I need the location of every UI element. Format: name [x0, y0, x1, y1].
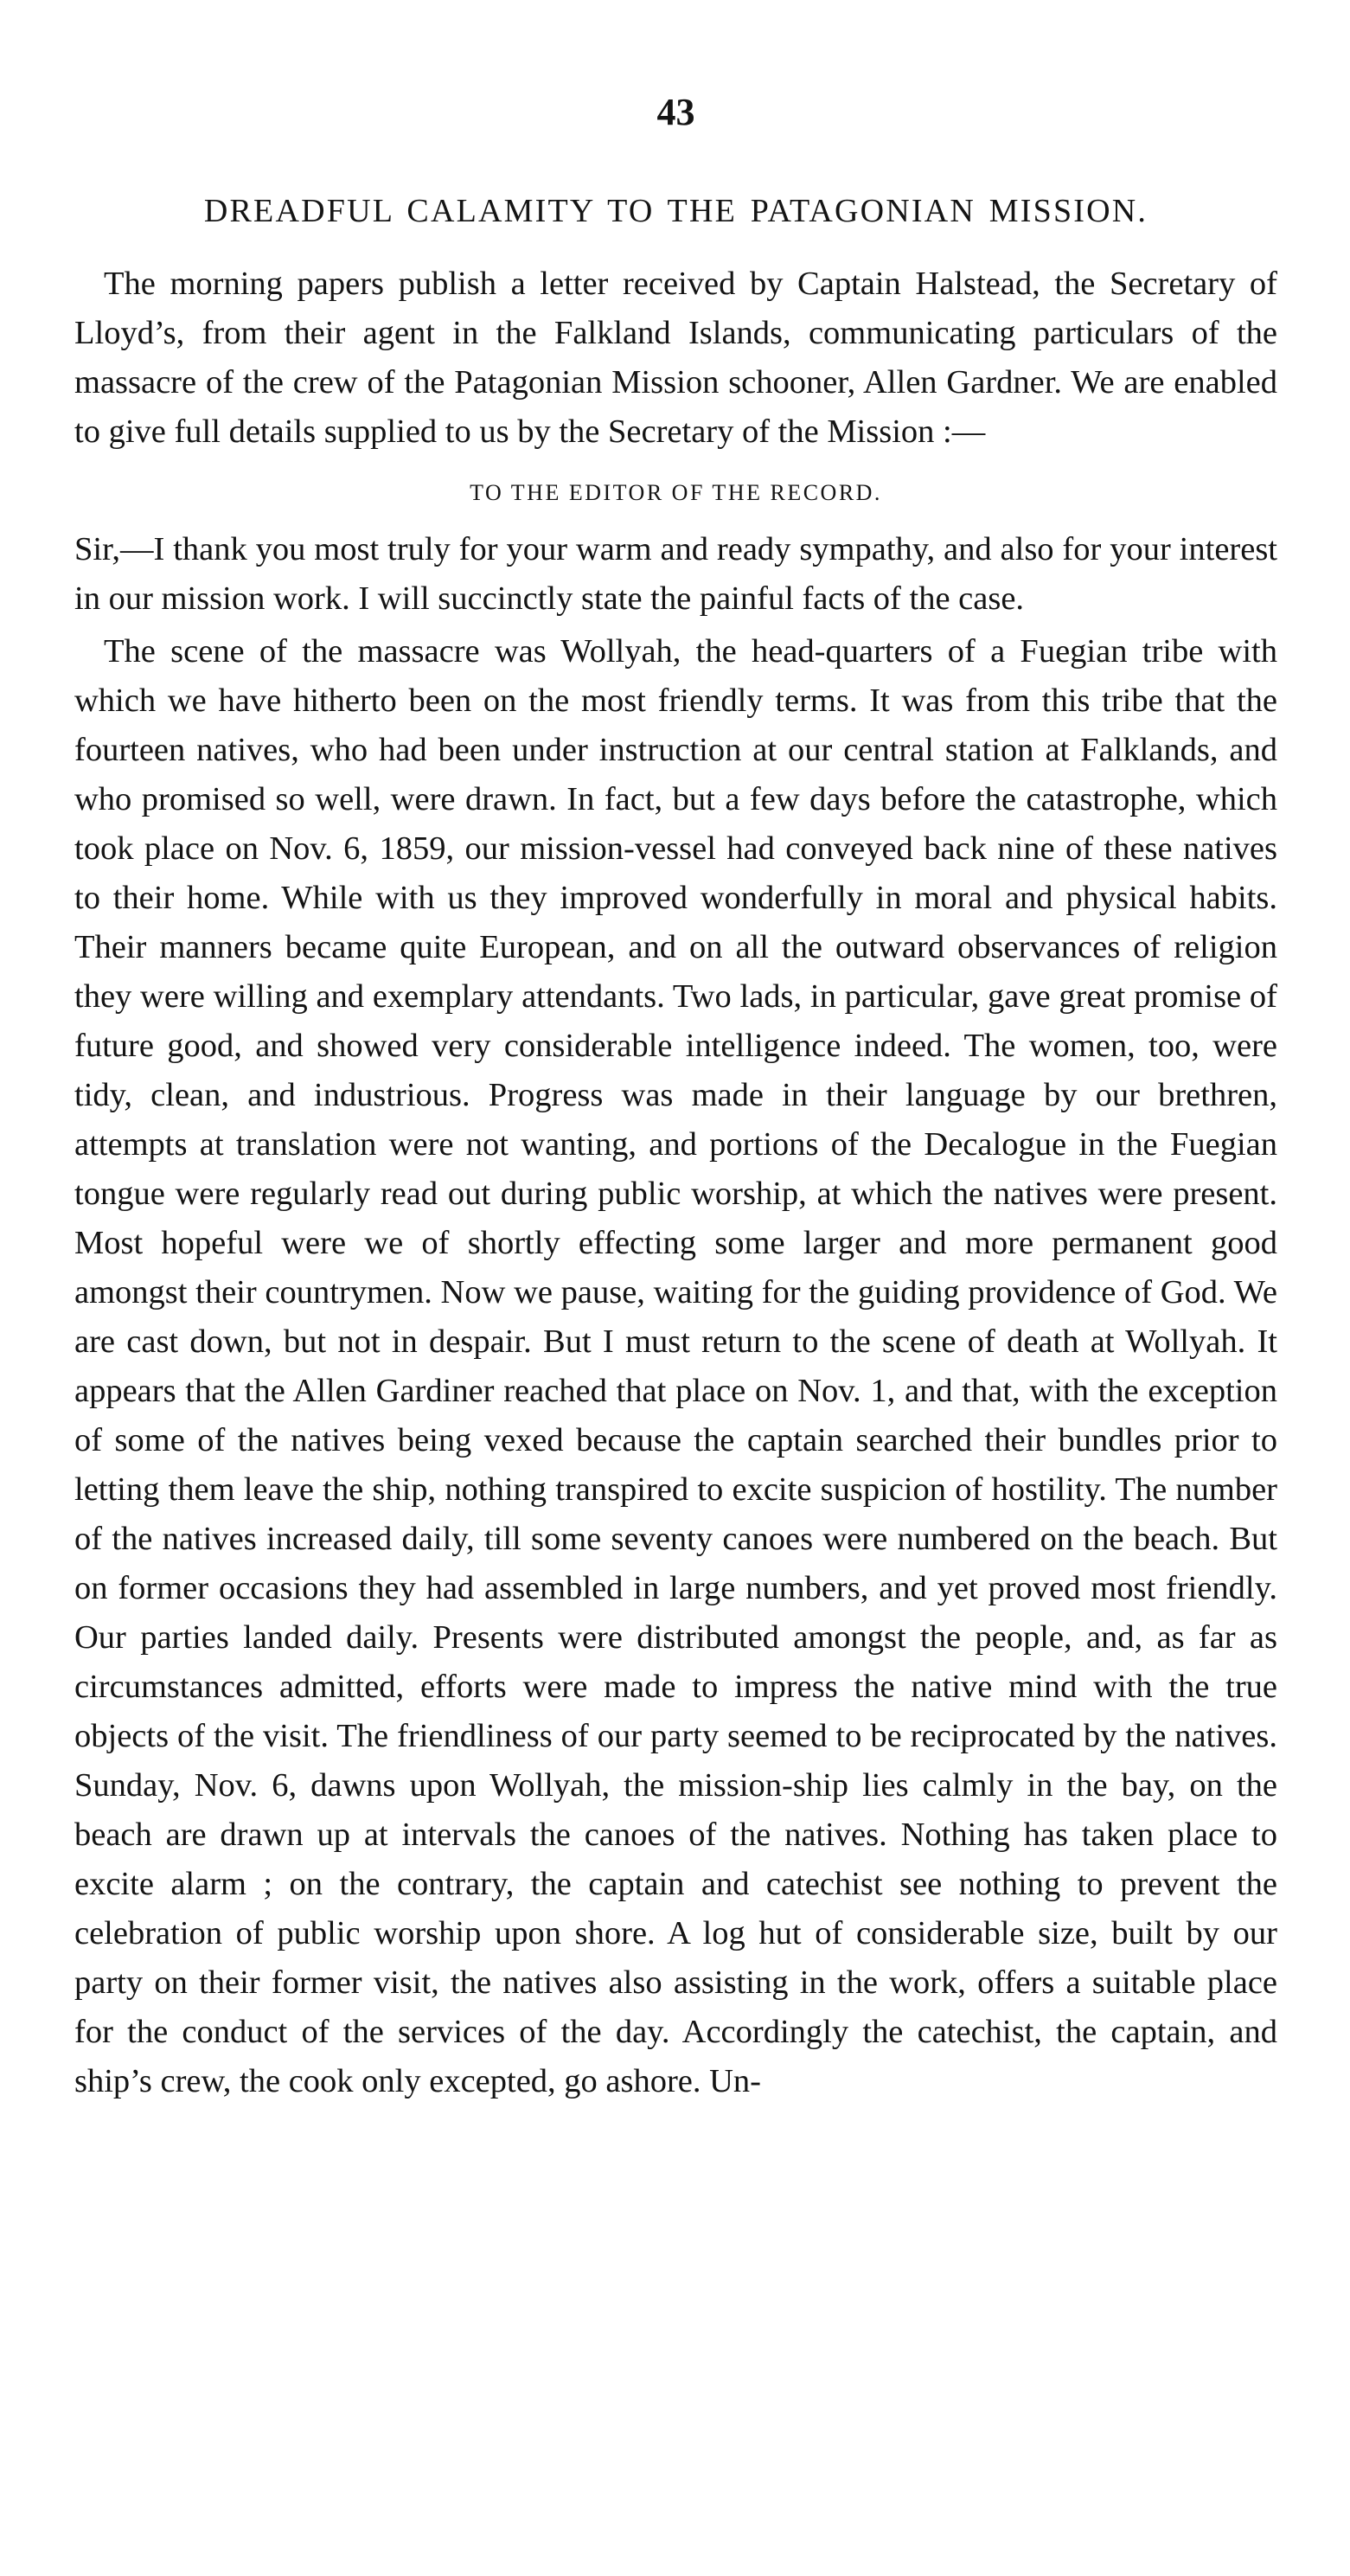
article-title: DREADFUL CALAMITY TO THE PATAGONIAN MISSION.	[203, 193, 1148, 229]
page-number: 43	[656, 91, 695, 133]
intro-paragraph: The morning papers publish a letter received by Captain Halstead, the Secretary of Lloyd’s, from their agent in the Falkland Islands, communicating particulars of the massacre of the crew of the Patagonian Mission schooner, Allen Gardner. We are enabled to give full details supplied to us by the Secretary of the Mission :—	[74, 266, 1277, 450]
letter-body-paragraph: The scene of the massacre was Wollyah, the head-quarters of a Fuegian tribe with which we have hitherto been on the most friendly terms. It was from this tribe that the fourteen natives, who had been under instruction at our central station at Falklands, and who promised so well, were drawn. In fact, but a few days before the catastrophe, which took place on Nov. 6, 1859, our mission-vessel had conveyed back nine of these natives to their home. While with us they improved wonderfully in moral and physical habits. Their manners became quite European, and on all the outward observances of religion they were willing and exemplary attendants. Two lads, in particular, gave great promise of future good, and showed very considerable intelligence indeed. The women, too, were tidy, clean, and industrious. Progress was made in their language by our brethren, attempts at translation were not wanting, and portions of the Decalogue in the Fuegian tongue were regularly read out during public worship, at which the natives were present. Most hopeful were we of shortly effecting some larger and more permanent good amongst their countrymen. Now we pause, waiting for the guiding providence of God. We are cast down, but not in despair. But I must return to the scene of death at Wollyah. It appears that the Allen Gardiner reached that place on Nov. 1, and that, with the exception of some of the natives being vexed because the captain searched their bundles prior to letting them leave the ship, nothing transpired to excite suspicion of hostility. The number of the natives increased daily, till some seventy canoes were numbered on the beach. But on former occasions they had assembled in large numbers, and yet proved most friendly. Our parties landed daily. Presents were distributed amongst the people, and, as far as circumstances admitted, efforts were made to impress the native mind with the true objects of the visit. The friendliness of our party seemed to be reciprocated by the natives. Sunday, Nov. 6, dawns upon Wollyah, the mission-ship lies calmly in the bay, on the beach are drawn up at intervals the canoes of the natives. Nothing has taken place to excite alarm ; on the contrary, the captain and catechist see nothing to prevent the celebration of public worship upon shore. A log hut of considerable size, built by our party on their former visit, the natives also assisting in the work, offers a suitable place for the conduct of the services of the day. Accordingly the catechist, the captain, and ship’s crew, the cook only excepted, go ashore. Un-	[74, 633, 1277, 2100]
letter-heading: TO THE EDITOR OF THE RECORD.	[470, 480, 882, 505]
letter-opening-paragraph: Sir,—I thank you most truly for your warm and ready sympathy, and also for your interest in our mission work. I will succinctly state the painful facts of the case.	[74, 531, 1277, 618]
